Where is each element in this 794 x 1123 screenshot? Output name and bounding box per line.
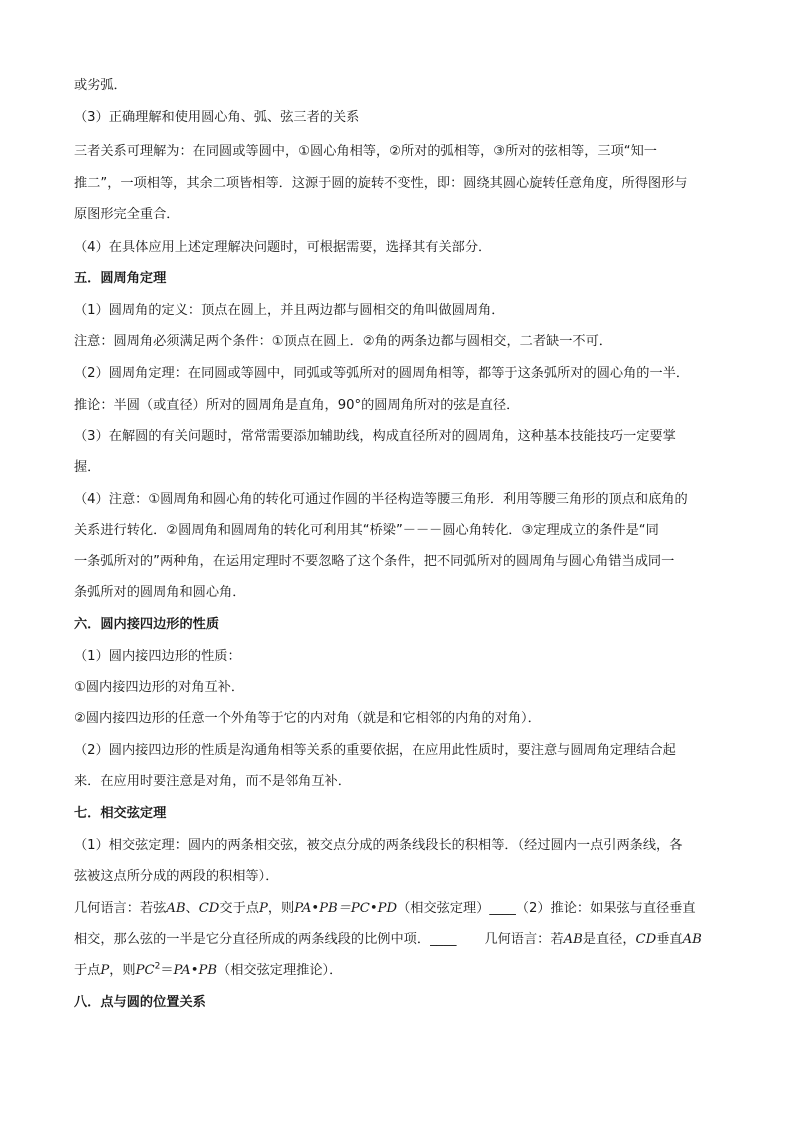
text-line: 推二”，一项相等，其余二项皆相等．这源于圆的旋转不变性，即：圆绕其圆心旋转任意角度，所得图形与	[74, 176, 688, 191]
text-line: （1）圆周角的定义：顶点在圆上，并且两边都与圆相交的角叫做圆周角．	[74, 303, 505, 318]
text-line: 来．在应用时要注意是对角，而不是邻角互补．	[74, 774, 351, 789]
math-var: P	[100, 963, 110, 978]
text-line: 条弧所对的圆周角和圆心角．	[74, 585, 246, 600]
blank-underline: ____	[430, 932, 457, 947]
text-span: 相交，那么弦的一半是它分直径所成的两条线段的比例中项．	[74, 932, 431, 947]
math-var: AB	[682, 932, 702, 947]
text-span: 交于点	[219, 901, 259, 916]
text-line: 注意：圆周角必须满足两个条件：①顶点在圆上．②角的两条边都与圆相交，二者缺一不可．	[74, 334, 612, 349]
math-var: AB	[563, 932, 583, 947]
text-span: ，则	[267, 901, 295, 916]
math-var: AB	[166, 901, 186, 916]
text-line: （2）圆内接四边形的性质是沟通角相等关系的重要依据，在应用此性质时，要注意与圆周角定理结合起	[74, 743, 676, 758]
text-span: 是直径，	[582, 932, 636, 947]
text-span: ＝	[160, 963, 174, 978]
math-var: CD	[198, 901, 220, 916]
text-line: （3）在解圆的有关问题时，常常需要添加辅助线，构成直径所对的圆周角，这种基本技能技巧一定要掌	[74, 429, 676, 444]
blank-underline: ____	[489, 901, 516, 916]
text-span: （相交弦定理）	[397, 901, 490, 916]
text-line: 原图形完全重合．	[74, 207, 180, 222]
text-span: ，则	[109, 963, 136, 978]
math-expression: PA•PB	[173, 963, 218, 978]
text-line: 关系进行转化．②圆周角和圆周角的转化可利用其“桥梁”－－－圆心角转化．③定理成立的条件是“同	[74, 523, 659, 538]
math-var: CD	[635, 932, 657, 947]
text-line: （3）正确理解和使用圆心角、弧、弦三者的关系	[74, 110, 360, 125]
section-heading: 七．相交弦定理	[74, 806, 167, 821]
text-line: 三者关系可理解为：在同圆或等圆中，①圆心角相等，②所对的弧相等，③所对的弦相等，三项“知一	[74, 144, 657, 159]
text-line: 握．	[74, 460, 101, 475]
text-span: 垂直	[656, 932, 683, 947]
text-line	[74, 930, 702, 950]
text-line: （4）注意：①圆周角和圆心角的转化可通过作圆的半径构造等腰三角形．利用等腰三角形的顶点和底角的	[74, 492, 688, 507]
text-line: 或劣弧．	[74, 78, 127, 93]
math-expression: PA•PB＝PC•PD	[294, 901, 398, 916]
text-line: ①圆内接四边形的对角互补．	[74, 680, 245, 695]
section-heading: 八．点与圆的位置关系	[74, 995, 206, 1010]
text-line: （1）相交弦定理：圆内的两条相交弦，被交点分成的两条线段长的积相等．（经过圆内一点引两条线，各	[74, 838, 683, 853]
text-line: （1）圆内接四边形的性质：	[74, 649, 241, 664]
superscript: 2	[154, 961, 161, 972]
text-line: 一条弧所对的”两种角，在运用定理时不要忽略了这个条件，把不同弧所对的圆周角与圆心角错当成同一	[74, 554, 675, 569]
math-var: P	[258, 901, 268, 916]
section-heading: 五．圆周角定理	[74, 271, 167, 286]
text-span: 几何语言：若弦	[74, 901, 167, 916]
text-span: （相交弦定理推论）．	[217, 963, 343, 978]
text-span: 几何语言：若	[484, 932, 564, 947]
section-heading: 六．圆内接四边形的性质	[74, 617, 220, 632]
text-line	[74, 961, 342, 981]
geometry-language-line	[74, 899, 696, 919]
text-line: 弦被这点所分成的两段的积相等）．	[74, 869, 279, 884]
math-var: PC	[135, 963, 155, 978]
text-line: ②圆内接四边形的任意一个外角等于它的内对角（就是和它相邻的内角的对角）．	[74, 711, 541, 726]
text-line: （4）在具体应用上述定理解决问题时，可根据需要，选择其有关部分．	[74, 240, 492, 255]
text-span: （2）推论：如果弦与直径垂直	[515, 901, 696, 916]
text-span: 于点	[74, 963, 101, 978]
text-span: 、	[185, 901, 199, 916]
text-line: （2）圆周角定理：在同圆或等圆中，同弧或等弧所对的圆周角相等，都等于这条弧所对的圆心角的一半．	[74, 366, 690, 381]
text-line: 推论：半圆（或直径）所对的圆周角是直角，90°的圆周角所对的弦是直径．	[74, 398, 520, 413]
